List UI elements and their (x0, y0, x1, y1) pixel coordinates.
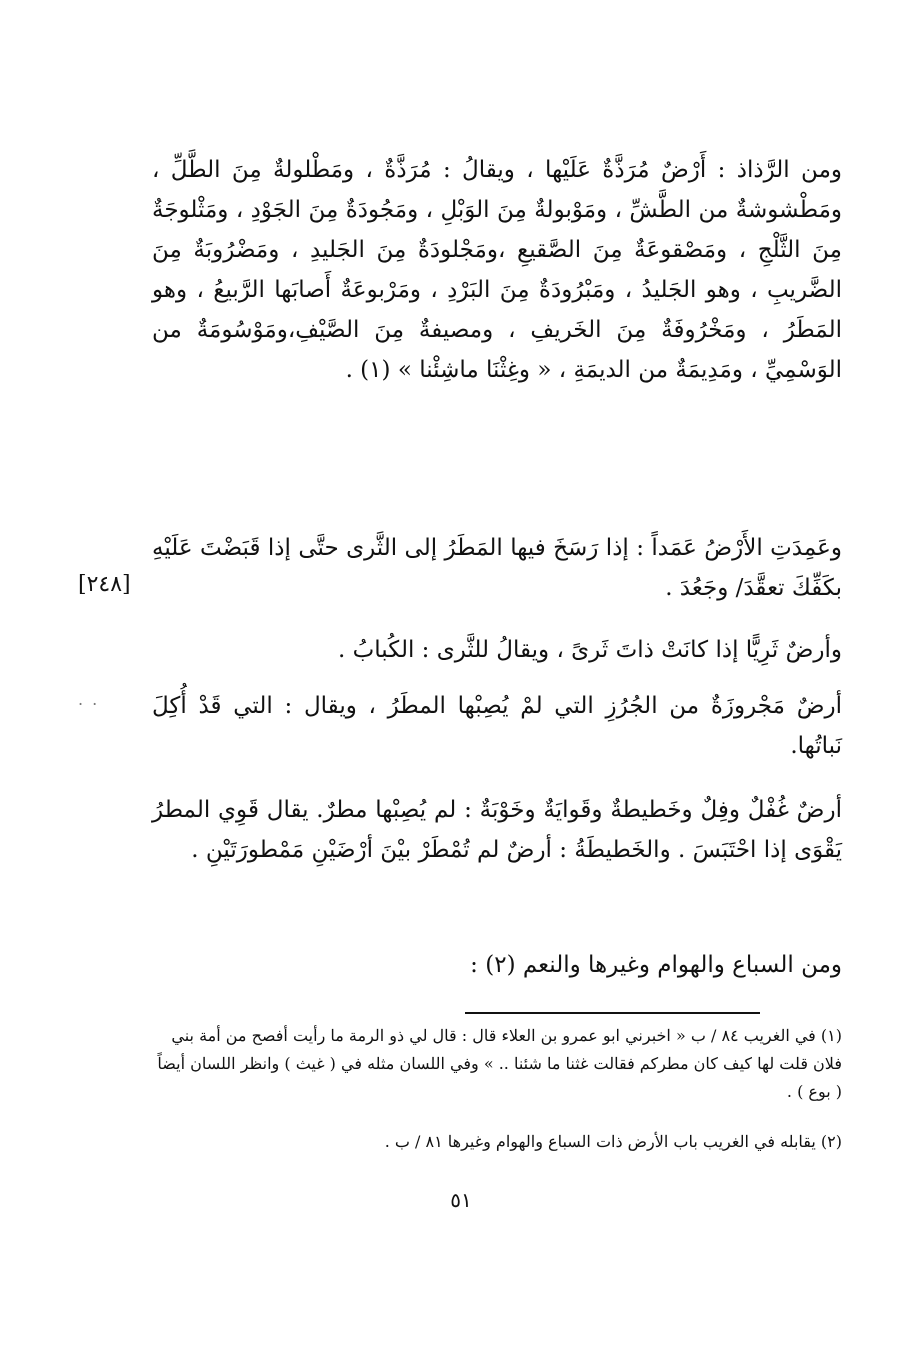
margin-page-number: [٢٤٨] (78, 572, 131, 597)
paragraph-4: أرضٌ مَجْروزَةٌ من الجُرُزِ التي لمْ يُصِبْها المطَرُ ، ويقال : التي قَدْ أُكِلَ نَباتُها. (152, 693, 842, 759)
paragraph-1: ومن الرَّذاذ : أَرْضٌ مُرَذَّةٌ عَلَيْها ، ويقالُ : مُرَذَّةٌ ، ومَطْلولةٌ مِنَ الطَّلِّ ، ومَطْشوشةٌ من الطَّشِّ ، ومَوْبولةٌ مِنَ الوَبْلِ ، ومَجُودَةٌ مِنَ الجَوْدِ ، ومَثْلوجَةٌ مِنَ الثَّلْجِ ، ومَصْقوعَةٌ مِنَ الصَّقيعِ ،ومَجْلودَةٌ مِنَ الجَليدِ ، ومَضْرُوبَةٌ مِنَ الضَّريبِ ، وهو الجَليدُ ، ومَبْرُودَةٌ مِنَ البَرْدِ ، ومَرْبوعَةٌ أَصابَها الرَّبيعُ ، وهو المَطَرُ ، ومَخْرُوفَةٌ مِنَ الخَريفِ ، ومصيفةٌ مِنَ الصَّيْفِ،ومَوْسُومَةٌ من الوَسْمِيِّ ، ومَدِيمَةٌ من الديمَةِ ، « وغِثْنَا ماشِئْنا » (١) . (152, 157, 842, 383)
paragraph-6: ومن السباع والهوام وغيرها والنعم (٢) : (470, 952, 842, 978)
footnote-1: (١) في الغريب ٨٤ / ب « اخبرني ابو عمرو بن العلاء قال : قال لي ذو الرمة ما رأيت أفصح من أمة بني فلان قلت لها كيف كان مطركم فقالت غثنا ما شئنا .. » وفي اللسان مثله في ( غيث ) وانظر اللسان أيضاً ( بوع ) . (157, 1026, 842, 1101)
footnote-2: (٢) يقابله في الغريب باب الأرض ذات السباع والهوام وغيرها ٨١ / ب . (384, 1132, 842, 1151)
page-number: ٥١ (450, 1188, 472, 1212)
paragraph-3: وأرضٌ ثَرِيًّا إذا كانَتْ ذاتَ ثَرىً ، ويقالُ للثَّرى : الكُبابُ . (338, 637, 842, 663)
footnote-divider (465, 1012, 760, 1014)
paragraph-5: أرضٌ غُفْلٌ وفِلٌ وخَطيطةٌ وقَوايَةٌ وخَوْبَةٌ : لم يُصِبْها مطرٌ. يقال قَوِي المطرُ يَقْوَى إذا احْتَبَسَ . والخَطيطَةُ : أرضٌ لم تُمْطَرْ بيْنَ أرْضَيْنِ مَمْطورَتَيْنِ . (152, 797, 842, 863)
paragraph-2: وعَمِدَتِ الأَرْضُ عَمَداً : إذا رَسَخَ فيها المَطَرُ إلى الثَّرى حتَّى إذا قَبَضْتَ عَلَيْهِ بكَفِّكَ تعقَّدَ/ وجَعُدَ . (152, 535, 842, 601)
margin-dots: . . (78, 690, 100, 709)
